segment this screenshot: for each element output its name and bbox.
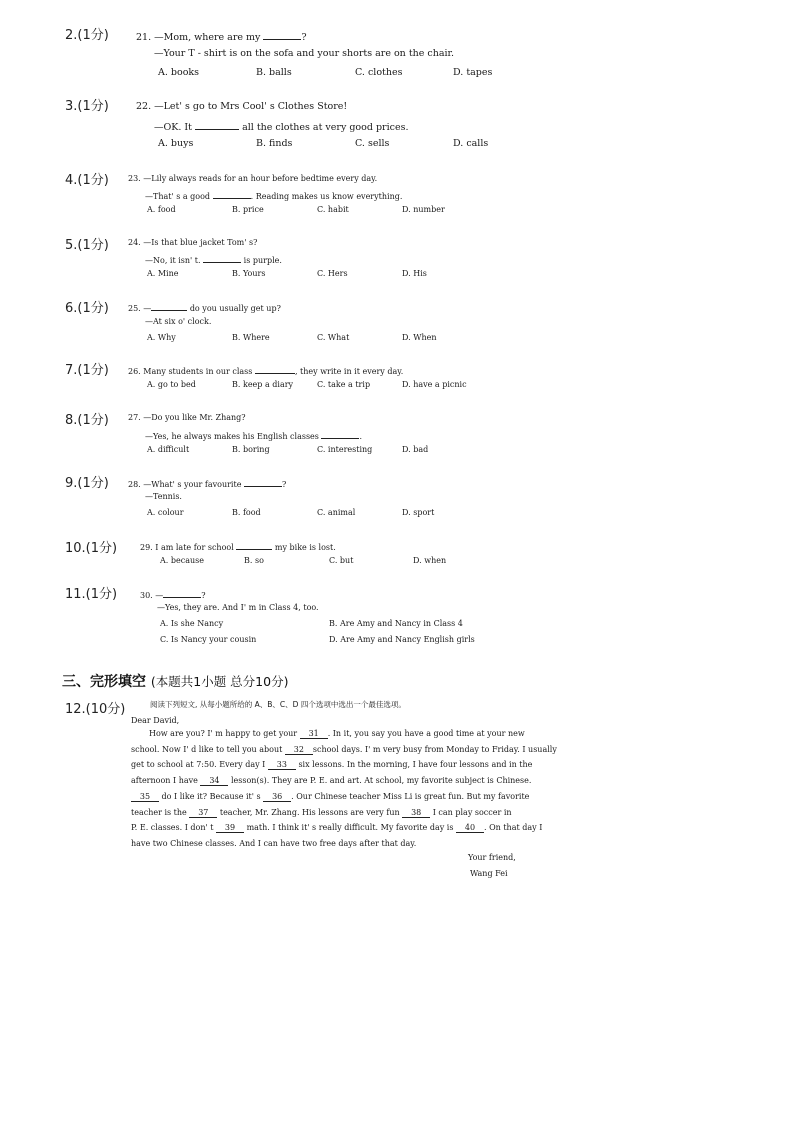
- question-number: 12.(10分): [65, 702, 126, 717]
- option-b[interactable]: B. boring: [232, 445, 270, 454]
- letter-closing: Your friend,: [468, 853, 516, 862]
- question-reply: —Yes, they are. And I' m in Class 4, too.: [157, 603, 319, 612]
- option-b[interactable]: B. Are Amy and Nancy in Class 4: [329, 619, 463, 628]
- section-title: 三、完形填空: [62, 674, 146, 690]
- question-stem: 24. —Is that blue jacket Tom' s?: [128, 238, 258, 247]
- blank-36[interactable]: 36: [263, 792, 291, 802]
- option-a[interactable]: A. go to bed: [147, 380, 196, 389]
- option-c[interactable]: C. but: [329, 556, 354, 565]
- question-reply: —No, it isn' t. is purple.: [145, 253, 282, 265]
- question-reply: —That' s a good . Reading makes us know everything.: [145, 189, 402, 201]
- option-d[interactable]: D. sport: [402, 508, 435, 517]
- question-reply: —OK. It all the clothes at very good prices.: [154, 122, 409, 133]
- option-c[interactable]: C. Hers: [317, 269, 348, 278]
- option-c[interactable]: C. Is Nancy your cousin: [160, 635, 257, 644]
- question-number: 4.(1分): [65, 173, 109, 188]
- option-b[interactable]: B. Yours: [232, 269, 266, 278]
- option-a[interactable]: A. Why: [147, 333, 176, 342]
- option-a[interactable]: A. books: [158, 67, 200, 78]
- question-number: 3.(1分): [65, 99, 109, 114]
- passage-line: school. Now I' d like to tell you about 32 school days. I' m very busy from Monday to Friday. I usually: [131, 744, 557, 754]
- blank-37[interactable]: 37: [189, 808, 217, 818]
- option-d[interactable]: D. bad: [402, 445, 429, 454]
- option-a[interactable]: A. buys: [158, 138, 194, 149]
- question-reply: —At six o' clock.: [145, 317, 212, 326]
- option-d[interactable]: D. tapes: [453, 67, 493, 78]
- option-b[interactable]: B. keep a diary: [232, 380, 294, 389]
- question-stem: 29. I am late for school my bike is lost.: [140, 540, 336, 552]
- passage-line: 35 do I like it? Because it' s 36 . Our Chinese teacher Miss Li is great fun. But my favorite: [131, 789, 557, 805]
- option-a[interactable]: A. difficult: [147, 445, 190, 454]
- passage-line: get to school at 7:50. Every day I 33 six lessons. In the morning, I have four lessons and in the: [131, 760, 533, 770]
- option-c[interactable]: C. take a trip: [317, 380, 371, 389]
- option-c[interactable]: C. What: [317, 333, 350, 342]
- option-d[interactable]: D. number: [402, 205, 445, 214]
- question-number: 9.(1分): [65, 476, 109, 491]
- question-reply: —Tennis.: [145, 492, 182, 501]
- cloze-instruction: 阅读下列短文, 从每小题所给的 A、B、C、D 四个选项中选出一个最佳选项。: [150, 700, 406, 709]
- option-c[interactable]: C. clothes: [355, 67, 403, 78]
- option-c[interactable]: C. animal: [317, 508, 356, 517]
- blank-34[interactable]: 34: [200, 776, 228, 786]
- question-stem: 23. —Lily always reads for an hour before bedtime every day.: [128, 174, 378, 183]
- question-stem: 28. —What' s your favourite ?: [128, 477, 286, 489]
- question-number: 10.(1分): [65, 541, 118, 556]
- option-a[interactable]: A. because: [160, 556, 204, 565]
- passage-line: P. E. classes. I don' t 39 math. I think it' s really difficult. My favorite day is 40 . On that day I: [131, 823, 543, 833]
- option-c[interactable]: C. interesting: [317, 445, 373, 454]
- blank-35[interactable]: 35: [131, 792, 159, 802]
- passage-line: teacher is the 37 teacher, Mr. Zhang. His lessons are very fun 38 I can play soccer in: [131, 807, 512, 817]
- question-number: 11.(1分): [65, 587, 118, 602]
- passage-line: How are you? I' m happy to get your 31 . In it, you say you have a good time at your new: [149, 729, 525, 738]
- passage-line: afternoon I have 34 lesson(s). They are P. E. and art. At school, my favorite subject is Chinese.: [131, 776, 532, 786]
- option-b[interactable]: B. so: [244, 556, 264, 565]
- option-c[interactable]: C. sells: [355, 138, 390, 149]
- option-b[interactable]: B. finds: [256, 138, 293, 149]
- option-a[interactable]: A. Mine: [147, 269, 179, 278]
- question-stem: 25. — do you usually get up?: [128, 301, 281, 313]
- question-number: 5.(1分): [65, 238, 109, 253]
- option-d[interactable]: D. Are Amy and Nancy English girls: [329, 635, 475, 644]
- question-reply: —Your T - shirt is on the sofa and your shorts are on the chair.: [154, 48, 455, 59]
- option-b[interactable]: B. balls: [256, 67, 292, 78]
- question-stem: 27. —Do you like Mr. Zhang?: [128, 413, 246, 422]
- question-stem: 30. — ?: [140, 588, 206, 600]
- question-reply: —Yes, he always makes his English classes .: [145, 429, 362, 441]
- option-b[interactable]: B. Where: [232, 333, 270, 342]
- option-d[interactable]: D. when: [413, 556, 447, 565]
- question-number: 8.(1分): [65, 413, 109, 428]
- option-d[interactable]: D. When: [402, 333, 437, 342]
- question-stem: 26. Many students in our class , they write in it every day.: [128, 364, 403, 376]
- section-note: (本题共1小题 总分10分): [150, 674, 289, 689]
- option-c[interactable]: C. habit: [317, 205, 349, 214]
- passage-line: have two Chinese classes. And I can have two free days after that day.: [131, 838, 417, 848]
- question-number: 2.(1分): [65, 28, 109, 43]
- blank-40[interactable]: 40: [456, 823, 484, 833]
- blank-32[interactable]: 32: [285, 745, 313, 755]
- blank-38[interactable]: 38: [402, 808, 430, 818]
- blank-39[interactable]: 39: [216, 823, 244, 833]
- option-d[interactable]: D. His: [402, 269, 427, 278]
- option-b[interactable]: B. price: [232, 205, 264, 214]
- option-a[interactable]: A. food: [147, 205, 176, 214]
- question-number: 6.(1分): [65, 301, 109, 316]
- letter-signature: Wang Fei: [470, 869, 508, 878]
- section-heading: [62, 671, 288, 691]
- question-stem: 21. —Mom, where are my ?: [136, 32, 307, 43]
- cloze-passage: [131, 726, 557, 852]
- letter-greeting: Dear David,: [131, 716, 180, 725]
- question-number: 7.(1分): [65, 363, 109, 378]
- blank-33[interactable]: 33: [268, 760, 296, 770]
- option-a[interactable]: A. colour: [147, 508, 184, 517]
- option-d[interactable]: D. have a picnic: [402, 380, 467, 389]
- option-b[interactable]: B. food: [232, 508, 261, 517]
- blank-31[interactable]: 31: [300, 729, 328, 739]
- question-stem: 22. —Let' s go to Mrs Cool' s Clothes Store!: [136, 101, 348, 112]
- option-d[interactable]: D. calls: [453, 138, 489, 149]
- option-a[interactable]: A. Is she Nancy: [160, 619, 224, 628]
